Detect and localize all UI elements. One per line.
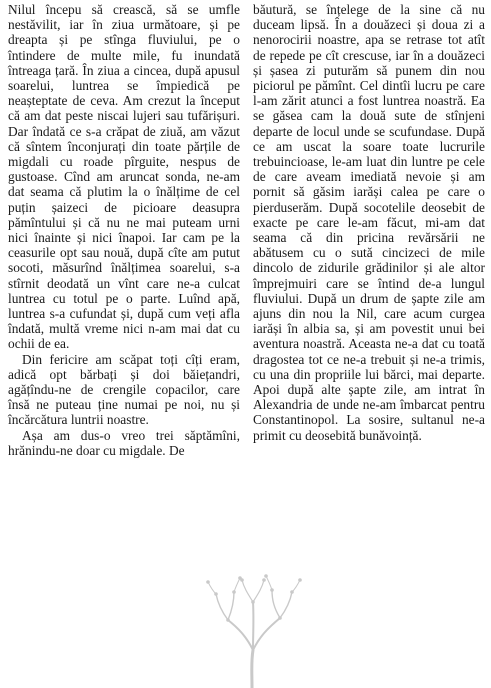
bud-dot [232, 590, 236, 594]
text-column-left [8, 2, 240, 458]
bud-dot [270, 588, 274, 592]
paragraph: Așa am dus-o vreo trei săptămîni, hrănindu-ne doar cu migdale. De [8, 427, 240, 458]
bud-dot [240, 578, 244, 582]
paragraph: Din fericire am scăpat toți cîți eram, adică opt bărbați și doi băiețandri, agățîndu-ne de crengile copacilor, care însă ne puteau ține numai pe noi, nu și încărcătura luntrii noastre. [8, 351, 240, 428]
text-column-right [253, 2, 485, 443]
bud-dot [214, 592, 218, 596]
bud-dot [278, 616, 282, 620]
bud-dot [206, 580, 210, 584]
paragraph: băutură, se înțelege de la sine că nu duceam lipsă. În a douăzeci și doua zi a nenorocirii noastre, apa se retrase tot atît de repede pe cît crescuse, iar în a douăzeci și șasea zi puturăm să punem din nou piciorul pe pămînt. Cel dintîi lucru pe care l-am zărit atunci a fost luntrea noastră. Ea se găsea cam la două sute de stînjeni departe de locul unde se scufundase. După ce am uscat la soare toate lucrurile trebuincioase, le-am luat din luntre pe cele de care aveam imediată nevoie și am pornit să găsim iarăși calea pe care o pierduserăm. După socotelile deosebit de exacte pe care le-am făcut, mi-am dat seama că din pricina revărsării ne abătusem cu o sută cincizeci de mile dincolo de zidurile grădinilor și ale altor împrejmuiri care se întind de-a lungul fluviului. După un drum de șapte zile am ajuns din nou la Nil, care acum curgea iarăși în albia sa, și am povestit unui bei aventura noastră. Aceasta ne-a dat cu toată dragostea tot ce ne-a trebuit și ne-a trimis, cu una din propriile lui bărci, mai departe. Apoi după alte șapte zile, am intrat în Alexandria de unde ne-am îmbarcat pentru Constantinopol. La sosire, sultanul ne-a primit cu deosebită bunăvoință. [253, 2, 485, 443]
tree-ornament-icon [198, 572, 310, 688]
bud-dot [290, 590, 294, 594]
bud-dot [251, 600, 255, 604]
bud-dot [298, 578, 302, 582]
paragraph: Nilul începu să crească, să se umfle nestăvilit, iar în ziua următoare, și pe dreapta și pe stînga fluviului, pe o întindere de multe mile, fu inundată întreaga țară. În ziua a cincea, după apusul soarelui, luntrea se împiedică pe neașteptate de ceva. Am crezut la început că am dat peste niscai lujeri sau tufărișuri. Dar îndată ce s-a crăpat de ziuă, am văzut că sîntem înconjurați din toate părțile de migdali cu roade pîrguite, nespus de gustoase. Cînd am aruncat sonda, ne-am dat seama că plutim la o înălțime de cel puțin șaizeci de picioare deasupra pămîntului și că nu ne mai puteam urni nici înainte și nici înapoi. Iar cam pe la ceasurile opt sau nouă, după cîte am putut socoti, măsurînd înălțimea soarelui, s-a stîrnit deodată un vînt care ne-a culcat luntrea cu totul pe o parte. Luînd apă, luntrea s-a cufundat și, după cum veți afla îndată, multă vreme nici n-am mai dat cu ochii de ea. [8, 2, 240, 352]
bud-dot [226, 618, 230, 622]
bud-dot [262, 578, 266, 582]
bud-dot [264, 574, 268, 578]
